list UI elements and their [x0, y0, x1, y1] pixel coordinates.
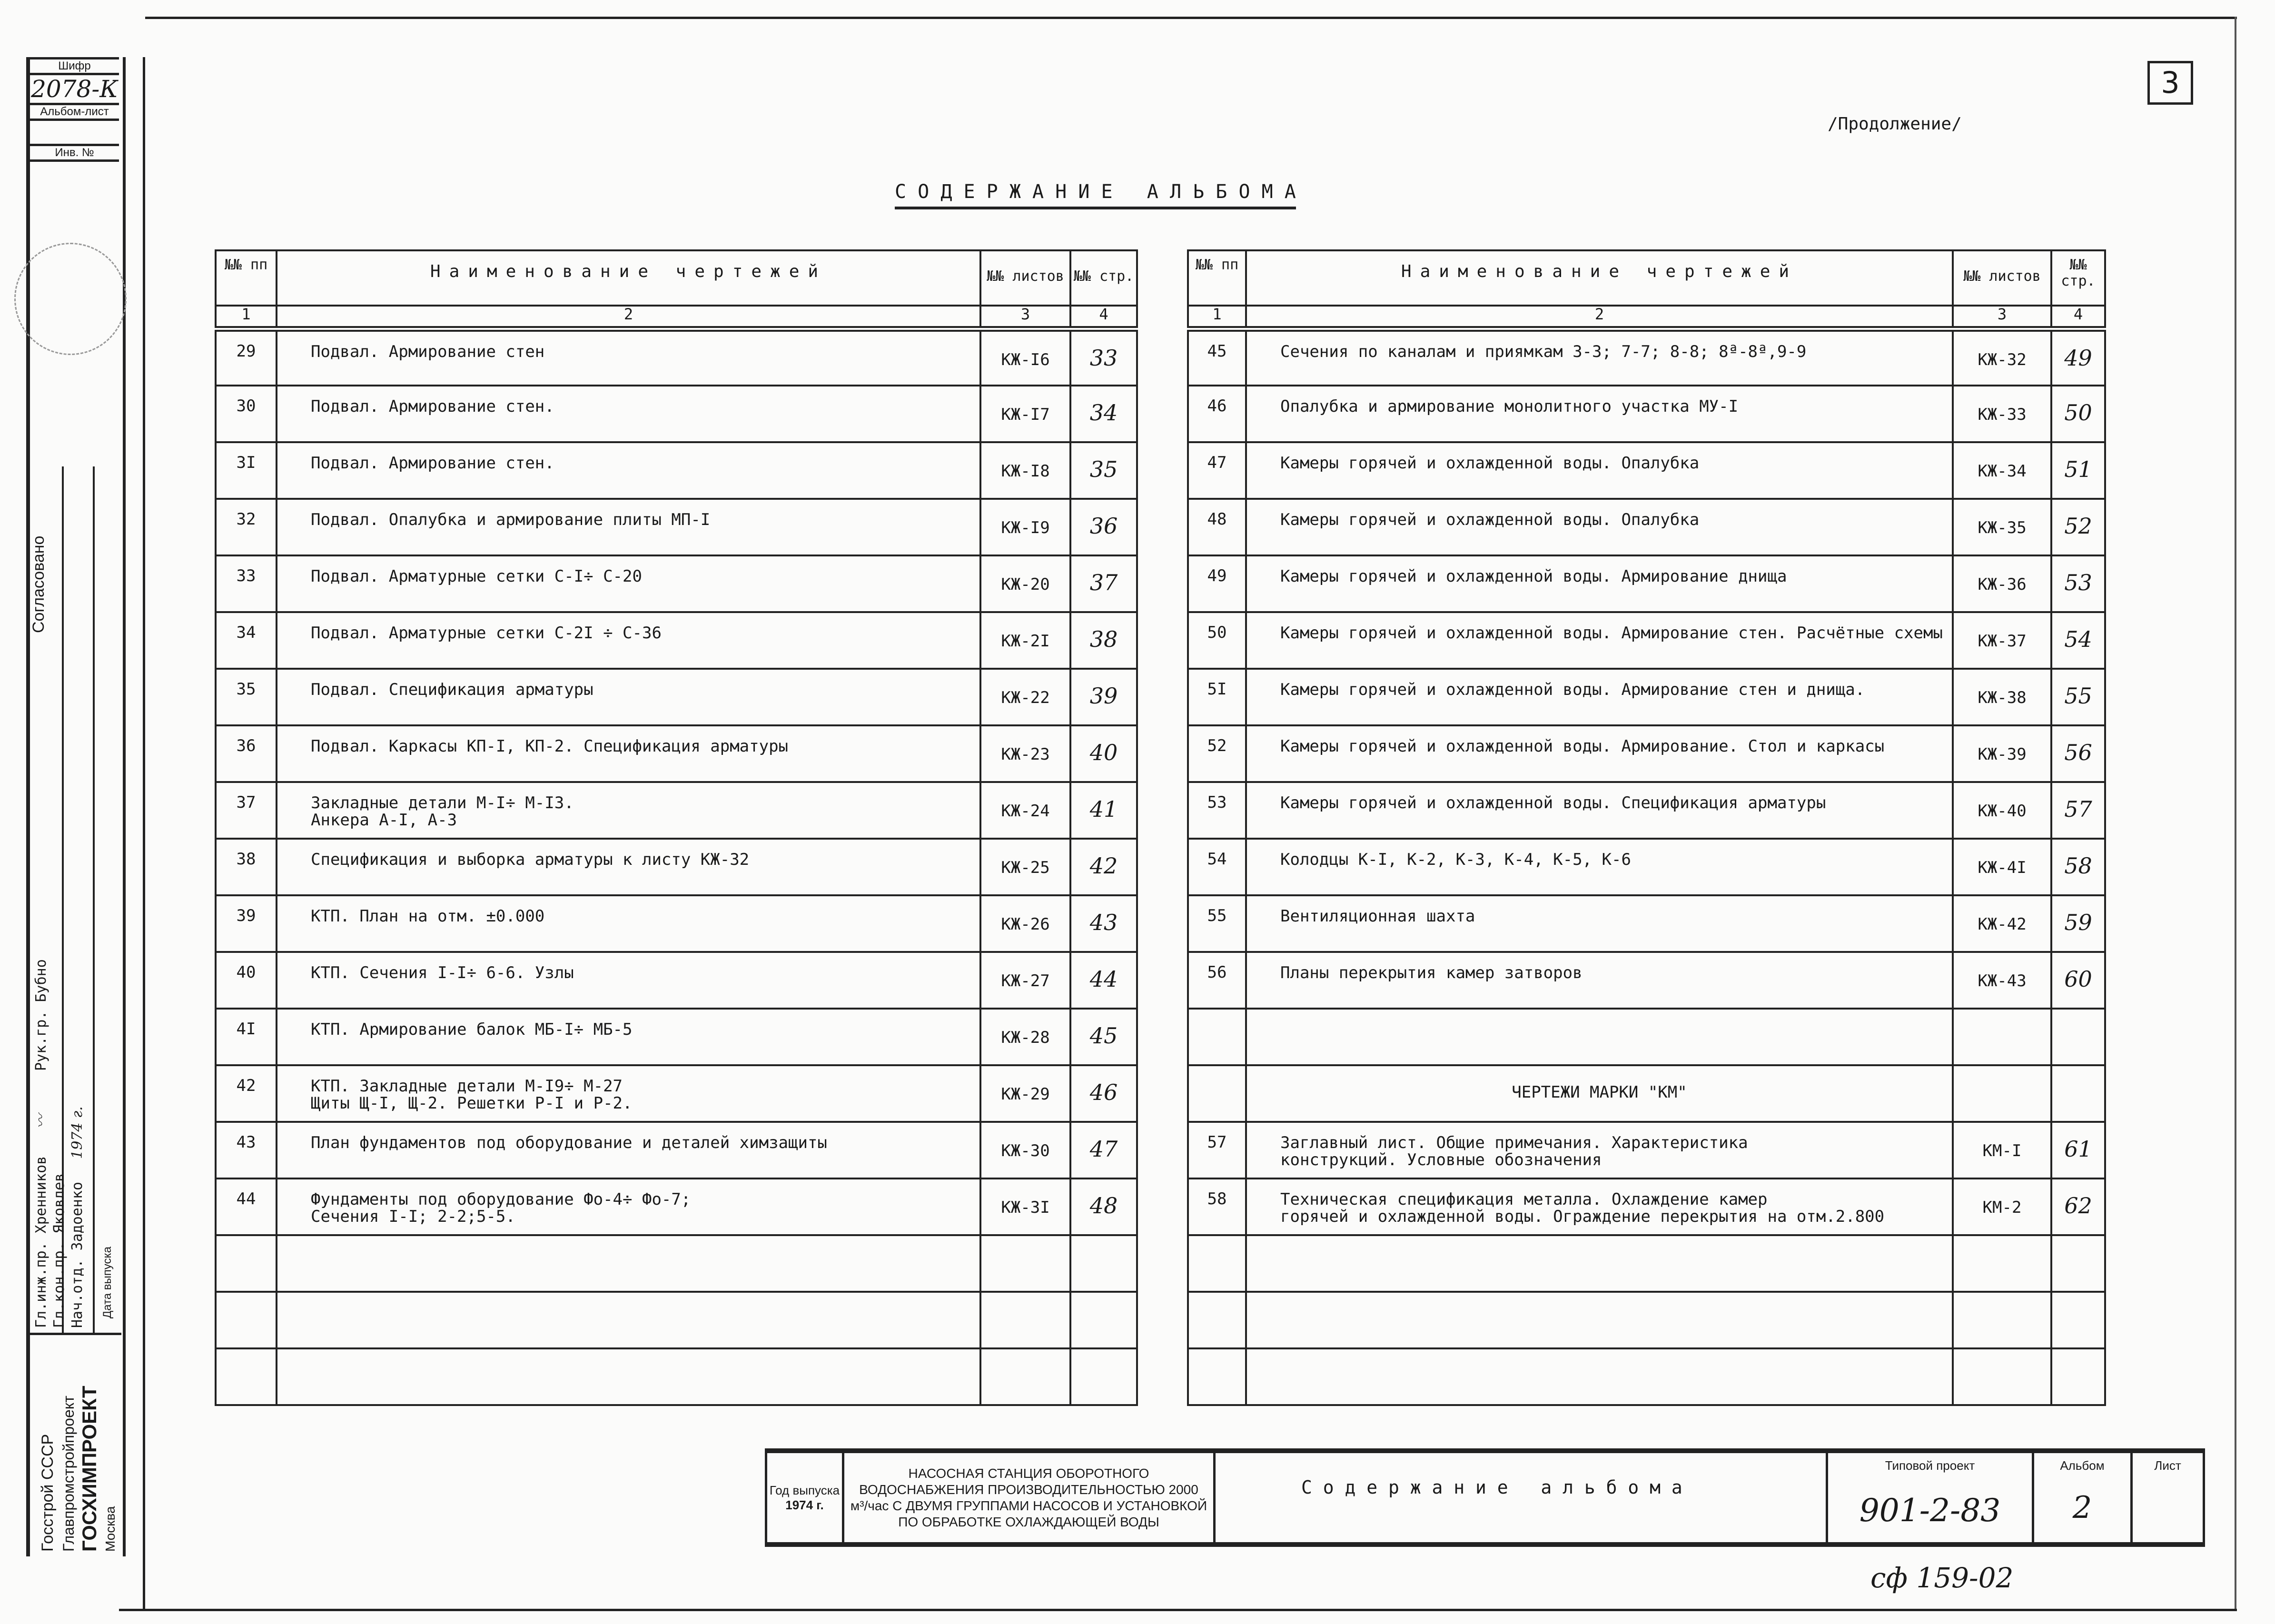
cell-num	[1188, 1235, 1246, 1292]
cell-name	[277, 1292, 980, 1348]
table-row	[1188, 782, 2105, 839]
cell-sheet: КЖ-20	[980, 555, 1070, 612]
cell-name: Опалубка и армирование монолитного участка МУ-I	[1246, 386, 1953, 442]
table-row	[1188, 1235, 2105, 1292]
cell-page: 49	[2051, 329, 2105, 386]
table-row	[216, 952, 1137, 1009]
toc-table-left	[215, 249, 1138, 1406]
cell-page: 56	[2051, 725, 2105, 782]
cell-num: 29	[216, 329, 277, 386]
table-row	[216, 895, 1137, 952]
sheet-title: С о д е р ж а н и е а л ь б о м а	[1215, 1451, 1827, 1545]
stamp-divider	[26, 1333, 121, 1335]
table-row	[1188, 1122, 2105, 1178]
footer-note: сф 159-02	[1870, 1562, 2014, 1594]
type-project-cell	[1827, 1451, 2033, 1545]
cell-num	[1188, 1292, 1246, 1348]
cell-page: 62	[2051, 1178, 2105, 1235]
cell-name: Подвал. Арматурные сетки С-2I ÷ С-36	[277, 612, 980, 669]
cell-sheet: КЖ-23	[980, 725, 1070, 782]
cell-name	[1246, 1348, 1953, 1405]
header-page: №№ стр.	[2051, 250, 2105, 306]
cell-num: 33	[216, 555, 277, 612]
cell-num: 40	[216, 952, 277, 1009]
cell-num: 46	[1188, 386, 1246, 442]
cell-sheet: КЖ-I9	[980, 499, 1070, 555]
cell-num	[216, 1292, 277, 1348]
cell-page: 44	[1070, 952, 1137, 1009]
frame-top	[145, 17, 2237, 19]
table-row	[216, 1235, 1137, 1292]
cell-name	[277, 1235, 980, 1292]
table-row	[1188, 1065, 2105, 1122]
frame-bottom	[119, 1609, 2237, 1611]
table-row	[216, 1348, 1137, 1405]
cell-page: 53	[2051, 555, 2105, 612]
header-page: №№ стр.	[1070, 250, 1137, 306]
cell-sheet: КЖ-26	[980, 895, 1070, 952]
cell-page: 42	[1070, 839, 1137, 895]
table-row	[216, 725, 1137, 782]
page-number-box: 3	[2147, 61, 2193, 105]
cell-num: 53	[1188, 782, 1246, 839]
cell-num: 3I	[216, 442, 277, 499]
album-sheet-label: Альбом-лист	[30, 105, 119, 121]
cell-num: 50	[1188, 612, 1246, 669]
cell-sheet: КЖ-I6	[980, 329, 1070, 386]
cell-sheet: КЖ-36	[1953, 555, 2051, 612]
table-row	[216, 555, 1137, 612]
cell-num: 35	[216, 669, 277, 725]
cell-num: 38	[216, 839, 277, 895]
header-num: №№ пп	[216, 250, 277, 306]
cell-page: 54	[2051, 612, 2105, 669]
cell-name: Заглавный лист. Общие примечания. Характеристика конструкций. Условные обозначения	[1246, 1122, 1953, 1178]
cell-page: 46	[1070, 1065, 1137, 1122]
cell-name: Подвал. Спецификация арматуры	[277, 669, 980, 725]
cell-num: 54	[1188, 839, 1246, 895]
table-row	[216, 1009, 1137, 1065]
signature-role: Нач.отд.	[69, 1259, 86, 1328]
sheet-label: Лист	[2154, 1458, 2181, 1473]
organization-stamp	[37, 1386, 121, 1552]
cell-num: 56	[1188, 952, 1246, 1009]
table-row	[1188, 669, 2105, 725]
frame-left	[143, 57, 145, 1609]
table-row	[1188, 386, 2105, 442]
cell-page: 48	[1070, 1178, 1137, 1235]
cell-num	[1188, 1065, 1246, 1122]
page-title: С О Д Е Р Ж А Н И Е А Л Ь Б О М А	[895, 181, 1296, 209]
cell-page: 50	[2051, 386, 2105, 442]
cell-num	[1188, 1009, 1246, 1065]
org-department: Главпромстройпроект	[60, 1396, 77, 1552]
signature-name: Хренников	[33, 1156, 49, 1234]
cell-name: КТП. Сечения I-I÷ 6-6. Узлы	[277, 952, 980, 1009]
cell-sheet: КЖ-22	[980, 669, 1070, 725]
signature-name: Бубно	[33, 959, 49, 1002]
cell-num: 32	[216, 499, 277, 555]
table-row	[216, 1122, 1137, 1178]
release-date: 1974 г.	[69, 1106, 86, 1159]
table-row	[216, 839, 1137, 895]
stamp-divider	[93, 466, 95, 1333]
cell-num: 39	[216, 895, 277, 952]
cell-name: Камеры горячей и охлажденной воды. Опалубка	[1246, 442, 1953, 499]
cell-name: Сечения по каналам и приямкам 3-3; 7-7; 8-8; 8ª-8ª,9-9	[1246, 329, 1953, 386]
cell-num: 5I	[1188, 669, 1246, 725]
album-number: 2	[2072, 1490, 2092, 1525]
type-project-number: 901-2-83	[1859, 1492, 2001, 1529]
org-city: Москва	[103, 1506, 118, 1552]
cell-num: 48	[1188, 499, 1246, 555]
cell-num: 43	[216, 1122, 277, 1178]
cell-name: Камеры горячей и охлажденной воды. Спецификация арматуры	[1246, 782, 1953, 839]
cell-num	[216, 1235, 277, 1292]
cell-sheet: КЖ-27	[980, 952, 1070, 1009]
cipher-label: Шифр	[30, 57, 119, 75]
table-row	[1188, 612, 2105, 669]
round-seal-icon	[14, 243, 127, 355]
cipher-value: 2078-К	[30, 75, 119, 105]
cell-page: 61	[2051, 1122, 2105, 1178]
cell-page	[1070, 1292, 1137, 1348]
cell-sheet: КЖ-40	[1953, 782, 2051, 839]
cell-page: 40	[1070, 725, 1137, 782]
cell-page	[1070, 1235, 1137, 1292]
cell-page: 58	[2051, 839, 2105, 895]
cell-num: 49	[1188, 555, 1246, 612]
cell-name	[1246, 1235, 1953, 1292]
signature-role: Гл.кон.пр.	[51, 1242, 68, 1328]
cell-sheet: КЖ-43	[1953, 952, 2051, 1009]
cell-num	[1188, 1348, 1246, 1405]
signature-name: Задоенко	[69, 1181, 86, 1251]
cell-sheet: КЖ-24	[980, 782, 1070, 839]
cell-sheet	[980, 1292, 1070, 1348]
section-heading: ЧЕРТЕЖИ МАРКИ "КМ"	[1246, 1065, 1953, 1122]
cell-page: 37	[1070, 555, 1137, 612]
cell-num: 37	[216, 782, 277, 839]
cell-sheet: КЖ-37	[1953, 612, 2051, 669]
cell-page: 57	[2051, 782, 2105, 839]
cell-num: 42	[216, 1065, 277, 1122]
cell-name	[1246, 1292, 1953, 1348]
org-institute: ГОСХИМПРОЕКТ	[78, 1386, 100, 1552]
cell-num: 47	[1188, 442, 1246, 499]
cell-page	[2051, 1235, 2105, 1292]
table-row	[1188, 1348, 2105, 1405]
cell-num: 52	[1188, 725, 1246, 782]
signature-row	[51, 1173, 68, 1328]
cell-page: 39	[1070, 669, 1137, 725]
cell-name: Колодцы К-I, К-2, К-3, К-4, К-5, К-6	[1246, 839, 1953, 895]
cell-page	[2051, 1292, 2105, 1348]
album-label: Альбом	[2060, 1458, 2105, 1473]
cell-name: КТП. План на отм. ±0.000	[277, 895, 980, 952]
continuation-label: /Продолжение/	[1828, 114, 1962, 134]
cell-sheet	[980, 1348, 1070, 1405]
cell-sheet	[1953, 1292, 2051, 1348]
signature-name: Яковлев	[51, 1173, 68, 1234]
header-sheets: №№ листов	[980, 250, 1070, 306]
cell-name	[277, 1348, 980, 1405]
cell-name: Подвал. Армирование стен	[277, 329, 980, 386]
cell-page	[2051, 1009, 2105, 1065]
table-row	[216, 386, 1137, 442]
cell-sheet: КЖ-30	[980, 1122, 1070, 1178]
release-year-cell	[766, 1451, 843, 1545]
table-row	[216, 442, 1137, 499]
cell-name: Подвал. Опалубка и армирование плиты МП-I	[277, 499, 980, 555]
type-project-label: Типовой проект	[1885, 1458, 1975, 1473]
cell-page: 43	[1070, 895, 1137, 952]
signature-role: Рук.гр.	[33, 1010, 49, 1071]
cell-name: План фундаментов под оборудование и деталей химзащиты	[277, 1122, 980, 1178]
cell-name: Камеры горячей и охлажденной воды. Армирование. Стол и каркасы	[1246, 725, 1953, 782]
cell-page: 36	[1070, 499, 1137, 555]
cell-name: Подвал. Армирование стен.	[277, 442, 980, 499]
cell-page: 33	[1070, 329, 1137, 386]
cell-sheet: КЖ-25	[980, 839, 1070, 895]
cell-num	[216, 1348, 277, 1405]
cell-page: 41	[1070, 782, 1137, 839]
cell-name: Техническая спецификация металла. Охлаждение камер горячей и охлажденной воды. Ограждение перекрытия на отм.2.800	[1246, 1178, 1953, 1235]
cell-num: 55	[1188, 895, 1246, 952]
table-row	[216, 1065, 1137, 1122]
cell-sheet: КЖ-3I	[980, 1178, 1070, 1235]
cell-sheet	[980, 1235, 1070, 1292]
cell-num: 45	[1188, 329, 1246, 386]
cell-sheet: КЖ-39	[1953, 725, 2051, 782]
release-date-label: Дата выпуска	[101, 1247, 114, 1318]
cell-name: Подвал. Каркасы КП-I, КП-2. Спецификация арматуры	[277, 725, 980, 782]
table-row	[216, 782, 1137, 839]
frame-right	[2235, 17, 2236, 1609]
cell-name: Камеры горячей и охлажденной воды. Опалубка	[1246, 499, 1953, 555]
cipher-stamp	[30, 57, 119, 162]
cell-num: 30	[216, 386, 277, 442]
table-row	[1188, 1009, 2105, 1065]
col-index: 3	[980, 306, 1070, 329]
table-row	[216, 669, 1137, 725]
table-row	[1188, 839, 2105, 895]
cell-page: 60	[2051, 952, 2105, 1009]
cell-name: КТП. Закладные детали М-I9÷ М-27 Щиты Щ-I, Щ-2. Решетки Р-I и Р-2.	[277, 1065, 980, 1122]
table-row	[1188, 725, 2105, 782]
sheet-cell	[2132, 1451, 2204, 1545]
table-row	[1188, 895, 2105, 952]
cell-sheet: КЖ-4I	[1953, 839, 2051, 895]
cell-name: Камеры горячей и охлажденной воды. Армирование стен и днища.	[1246, 669, 1953, 725]
cell-num: 36	[216, 725, 277, 782]
cell-name: Подвал. Армирование стен.	[277, 386, 980, 442]
cell-name	[1246, 1009, 1953, 1065]
table-row	[1188, 329, 2105, 386]
col-index: 2	[277, 306, 980, 329]
table-row	[1188, 1178, 2105, 1235]
cell-page	[2051, 1065, 2105, 1122]
table-row	[216, 1292, 1137, 1348]
agreed-label: Согласовано	[30, 535, 48, 633]
cell-page	[2051, 1348, 2105, 1405]
cell-sheet: КЖ-28	[980, 1009, 1070, 1065]
header-name: Наименование чертежей	[277, 250, 980, 306]
table-row	[1188, 555, 2105, 612]
table-row	[1188, 442, 2105, 499]
inventory-label: Инв. №	[30, 146, 119, 162]
cell-page: 59	[2051, 895, 2105, 952]
cell-page: 35	[1070, 442, 1137, 499]
cell-sheet	[1953, 1009, 2051, 1065]
title-block	[765, 1448, 2205, 1547]
table-row	[1188, 1292, 2105, 1348]
cell-sheet: КЖ-34	[1953, 442, 2051, 499]
cell-name: Спецификация и выборка арматуры к листу КЖ-32	[277, 839, 980, 895]
cell-page: 55	[2051, 669, 2105, 725]
cell-sheet: КЖ-29	[980, 1065, 1070, 1122]
cell-page: 38	[1070, 612, 1137, 669]
cell-sheet: КЖ-33	[1953, 386, 2051, 442]
signature-row	[69, 1106, 86, 1328]
cell-name: Подвал. Арматурные сетки С-I÷ С-20	[277, 555, 980, 612]
cell-page	[1070, 1348, 1137, 1405]
table-row	[1188, 499, 2105, 555]
col-index: 4	[2051, 306, 2105, 329]
table-row	[216, 612, 1137, 669]
col-index: 4	[1070, 306, 1137, 329]
cell-sheet: КМ-I	[1953, 1122, 2051, 1178]
org-ministry: Госстрой СССР	[39, 1434, 57, 1552]
cell-num: 34	[216, 612, 277, 669]
cell-sheet: КЖ-42	[1953, 895, 2051, 952]
table-row	[1188, 952, 2105, 1009]
album-cell	[2033, 1451, 2132, 1545]
cell-name: Планы перекрытия камер затворов	[1246, 952, 1953, 1009]
cell-sheet: КЖ-I8	[980, 442, 1070, 499]
cell-num: 58	[1188, 1178, 1246, 1235]
release-year-label: Год выпуска	[769, 1483, 840, 1497]
col-index: 3	[1953, 306, 2051, 329]
cell-sheet	[1953, 1348, 2051, 1405]
cell-sheet: КЖ-I7	[980, 386, 1070, 442]
table-row	[216, 1178, 1137, 1235]
project-name: НАСОСНАЯ СТАНЦИЯ ОБОРОТНОГО ВОДОСНАБЖЕНИЯ ПРОИЗВОДИТЕЛЬНОСТЬЮ 2000 м³/час С ДВУМЯ ГРУППАМИ НАСОСОВ И УСТАНОВКОЙ ПО ОБРАБОТКЕ ОХЛАЖДАЮЩЕЙ ВОДЫ	[843, 1451, 1215, 1545]
cell-sheet: КМ-2	[1953, 1178, 2051, 1235]
cell-name: Фундаменты под оборудование Фо-4÷ Фо-7; Сечения I-I; 2-2;5-5.	[277, 1178, 980, 1235]
col-index: 1	[216, 306, 277, 329]
cell-sheet	[1953, 1065, 2051, 1122]
col-index: 2	[1246, 306, 1953, 329]
cell-num: 44	[216, 1178, 277, 1235]
cell-page: 47	[1070, 1122, 1137, 1178]
cell-sheet: КЖ-32	[1953, 329, 2051, 386]
table-row	[216, 499, 1137, 555]
cell-num: 4I	[216, 1009, 277, 1065]
table-row	[216, 329, 1137, 386]
signature-row	[33, 1114, 49, 1328]
cell-sheet: КЖ-2I	[980, 612, 1070, 669]
header-sheets: №№ листов	[1953, 250, 2051, 306]
header-name: Наименование чертежей	[1246, 250, 1953, 306]
cell-num: 57	[1188, 1122, 1246, 1178]
signature-row	[33, 959, 49, 1071]
cell-page: 52	[2051, 499, 2105, 555]
header-num: №№ пп	[1188, 250, 1246, 306]
cell-page: 51	[2051, 442, 2105, 499]
cell-name: Закладные детали М-I÷ М-I3. Анкера А-I, А-3	[277, 782, 980, 839]
handwritten-signature-icon: 〰	[33, 1114, 49, 1129]
cell-page: 34	[1070, 386, 1137, 442]
signature-role: Гл.инж.пр.	[33, 1242, 49, 1328]
release-year: 1974 г.	[785, 1497, 824, 1512]
cell-name: Камеры горячей и охлажденной воды. Армирование стен. Расчётные схемы	[1246, 612, 1953, 669]
cell-page: 45	[1070, 1009, 1137, 1065]
cell-sheet	[1953, 1235, 2051, 1292]
cell-sheet: КЖ-38	[1953, 669, 2051, 725]
cell-name: КТП. Армирование балок МБ-I÷ МБ-5	[277, 1009, 980, 1065]
col-index: 1	[1188, 306, 1246, 329]
cell-name: Вентиляционная шахта	[1246, 895, 1953, 952]
toc-table-right	[1187, 249, 2106, 1406]
cell-sheet: КЖ-35	[1953, 499, 2051, 555]
cell-name: Камеры горячей и охлажденной воды. Армирование днища	[1246, 555, 1953, 612]
